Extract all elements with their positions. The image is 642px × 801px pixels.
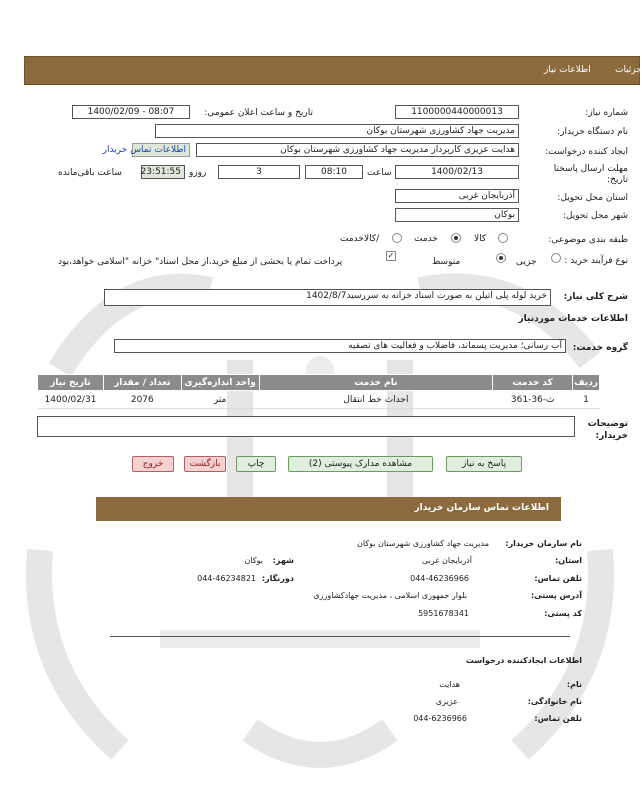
services-table bbox=[37, 374, 600, 409]
remaining-time-field: 23:51:55 bbox=[141, 165, 185, 179]
tab-details[interactable]: جزئیات bbox=[615, 65, 642, 75]
creator-first-name-value: هدایت bbox=[439, 680, 460, 689]
col-need-date: تاریخ نیاز bbox=[38, 375, 104, 391]
reply-button[interactable]: پاسخ به نیاز bbox=[446, 456, 522, 472]
category-goods-service-radio[interactable] bbox=[392, 233, 402, 243]
deadline-date-field: 1400/02/13 bbox=[395, 165, 519, 179]
buyer-notes-field bbox=[37, 416, 575, 437]
buyer-org-field: مدیریت جهاد کشاورزی شهرستان بوکان bbox=[155, 124, 519, 138]
contact-province-label: استان: bbox=[555, 556, 582, 565]
services-info-title: اطلاعات خدمات موردنیاز bbox=[518, 314, 628, 324]
contact-province-value: آذربایجان غربی bbox=[421, 556, 472, 565]
category-goods-radio[interactable] bbox=[498, 233, 508, 243]
col-unit: واحد اندازه‌گیری bbox=[181, 375, 259, 391]
cell-row: 1 bbox=[573, 391, 600, 409]
creator-first-name-label: نام: bbox=[566, 680, 582, 689]
contact-panel-header bbox=[96, 497, 561, 521]
table-header-row bbox=[38, 375, 600, 391]
process-partial-label: جزیی bbox=[516, 257, 537, 267]
contact-address-label: آدرس پستی: bbox=[531, 591, 582, 600]
creator-label: ایجاد کننده درخواست: bbox=[545, 147, 628, 157]
city-label: شهر محل تحویل: bbox=[562, 211, 628, 221]
cell-service-code: ث-36-361 bbox=[493, 391, 573, 409]
process-partial-radio[interactable] bbox=[551, 253, 561, 263]
remaining-time-label: ساعت باقی‌مانده bbox=[58, 168, 122, 178]
contact-divider bbox=[110, 636, 570, 637]
process-medium-label: متوسط bbox=[432, 257, 461, 267]
creator-field: هدایت عزیزی کارپرداز مدیریت جهاد کشاورزی شهرستان بوکان bbox=[196, 143, 519, 157]
contact-city-label: شهر: bbox=[272, 556, 294, 565]
creator-info-title: اطلاعات ایجادکننده درخواست bbox=[465, 656, 582, 665]
contact-phone-label: تلفن تماس: bbox=[534, 574, 582, 583]
col-service-code: کد خدمت bbox=[493, 375, 573, 391]
summary-label: شرح کلی نیاز: bbox=[563, 292, 628, 302]
city-field: بوکان bbox=[395, 208, 519, 222]
service-group-field: آب رسانی؛ مدیریت پسماند، فاضلاب و فعالیت های تصفیه bbox=[114, 339, 566, 353]
contact-panel-title: اطلاعات تماس سازمان خریدار bbox=[414, 503, 549, 513]
need-number-field: 1100000440000013 bbox=[395, 105, 519, 119]
contact-postal-label: کد پستی: bbox=[544, 609, 582, 618]
summary-field: خرید لوله پلی اتیلن به صورت اسناد خزانه به سررسید1402/8/7 bbox=[104, 289, 551, 306]
org-name-value: مدیریت جهاد کشاورزی شهرستان بوکان bbox=[357, 539, 489, 548]
contact-postal-value: 5951678341 bbox=[418, 609, 469, 618]
back-button[interactable]: بازگشت bbox=[184, 456, 226, 472]
contact-fax-value: 044-46234821 bbox=[197, 574, 256, 583]
process-label: نوع فرآیند خرید : bbox=[564, 256, 628, 266]
col-quantity: تعداد / مقدار bbox=[103, 375, 181, 391]
print-button[interactable]: چاپ bbox=[236, 456, 276, 472]
process-medium-radio[interactable] bbox=[496, 253, 506, 263]
deadline-label: مهلت ارسال پاسختا تاریخ: bbox=[553, 164, 628, 185]
creator-last-name-label: نام خانوادگی: bbox=[527, 697, 582, 706]
col-service-name: نام خدمت bbox=[259, 375, 493, 391]
creator-last-name-value: عزیزی bbox=[435, 697, 458, 706]
contact-phone-value: 044-46236966 bbox=[410, 574, 469, 583]
category-service-radio[interactable] bbox=[451, 233, 461, 243]
view-attachments-button[interactable]: مشاهده مدارک پیوستی (2) bbox=[288, 456, 433, 472]
buyer-contact-link[interactable]: اطلاعات تماس خریدار bbox=[132, 143, 190, 157]
cell-quantity: 2076 bbox=[103, 391, 181, 409]
deadline-time-label: ساعت bbox=[367, 168, 392, 178]
category-goods-service-label: /کالاخدمت bbox=[340, 234, 380, 244]
category-label: طبقه بندی موضوعی: bbox=[548, 235, 628, 245]
org-name-label: نام سازمان خریدار: bbox=[505, 539, 582, 548]
table-row bbox=[38, 391, 600, 409]
days-field: 3 bbox=[218, 165, 300, 179]
contact-fax-label: دورنگار: bbox=[261, 574, 294, 583]
service-group-label: گروه خدمت: bbox=[572, 343, 628, 353]
province-label: استان محل تحویل: bbox=[557, 193, 628, 203]
exit-button[interactable]: خروج bbox=[132, 456, 174, 472]
creator-phone-label: تلفن تماس: bbox=[534, 714, 582, 723]
treasury-payment-note: پرداخت تمام یا بخشی از مبلغ خرید،از محل اسناد" خزانه "اسلامی خواهد،بود bbox=[58, 257, 343, 267]
cell-service-name: احداث خط انتقال bbox=[259, 391, 493, 409]
announce-label: تاریخ و ساعت اعلان عمومی: bbox=[204, 108, 313, 118]
buyer-org-label: نام دستگاه خریدار: bbox=[557, 127, 628, 137]
treasury-payment-checkbox[interactable]: ✓ bbox=[387, 251, 395, 260]
category-service-label: خدمت bbox=[414, 234, 438, 244]
province-field: آذربایجان غربی bbox=[395, 189, 519, 203]
category-goods-label: کالا bbox=[474, 234, 487, 244]
need-number-label: شماره نیاز: bbox=[585, 108, 628, 118]
contact-city-value: بوکان bbox=[244, 556, 263, 565]
buyer-notes-label: توضیحات خریدار: bbox=[587, 419, 628, 441]
creator-phone-value: 044-6236966 bbox=[413, 714, 467, 723]
deadline-time-field: 08:10 bbox=[305, 165, 363, 179]
col-row: ردیف bbox=[573, 375, 600, 391]
tab-need-info[interactable]: اطلاعات نیاز bbox=[544, 65, 591, 75]
top-nav-bar bbox=[24, 56, 640, 85]
days-label: روزو bbox=[189, 168, 207, 178]
cell-need-date: 1400/02/31 bbox=[38, 391, 104, 409]
contact-address-value: بلوار جمهوری اسلامی ، مدیریت جهادکشاورزی bbox=[313, 591, 467, 600]
cell-unit: متر bbox=[181, 391, 259, 409]
announce-field: 1400/02/09 - 08:07 bbox=[72, 105, 190, 119]
